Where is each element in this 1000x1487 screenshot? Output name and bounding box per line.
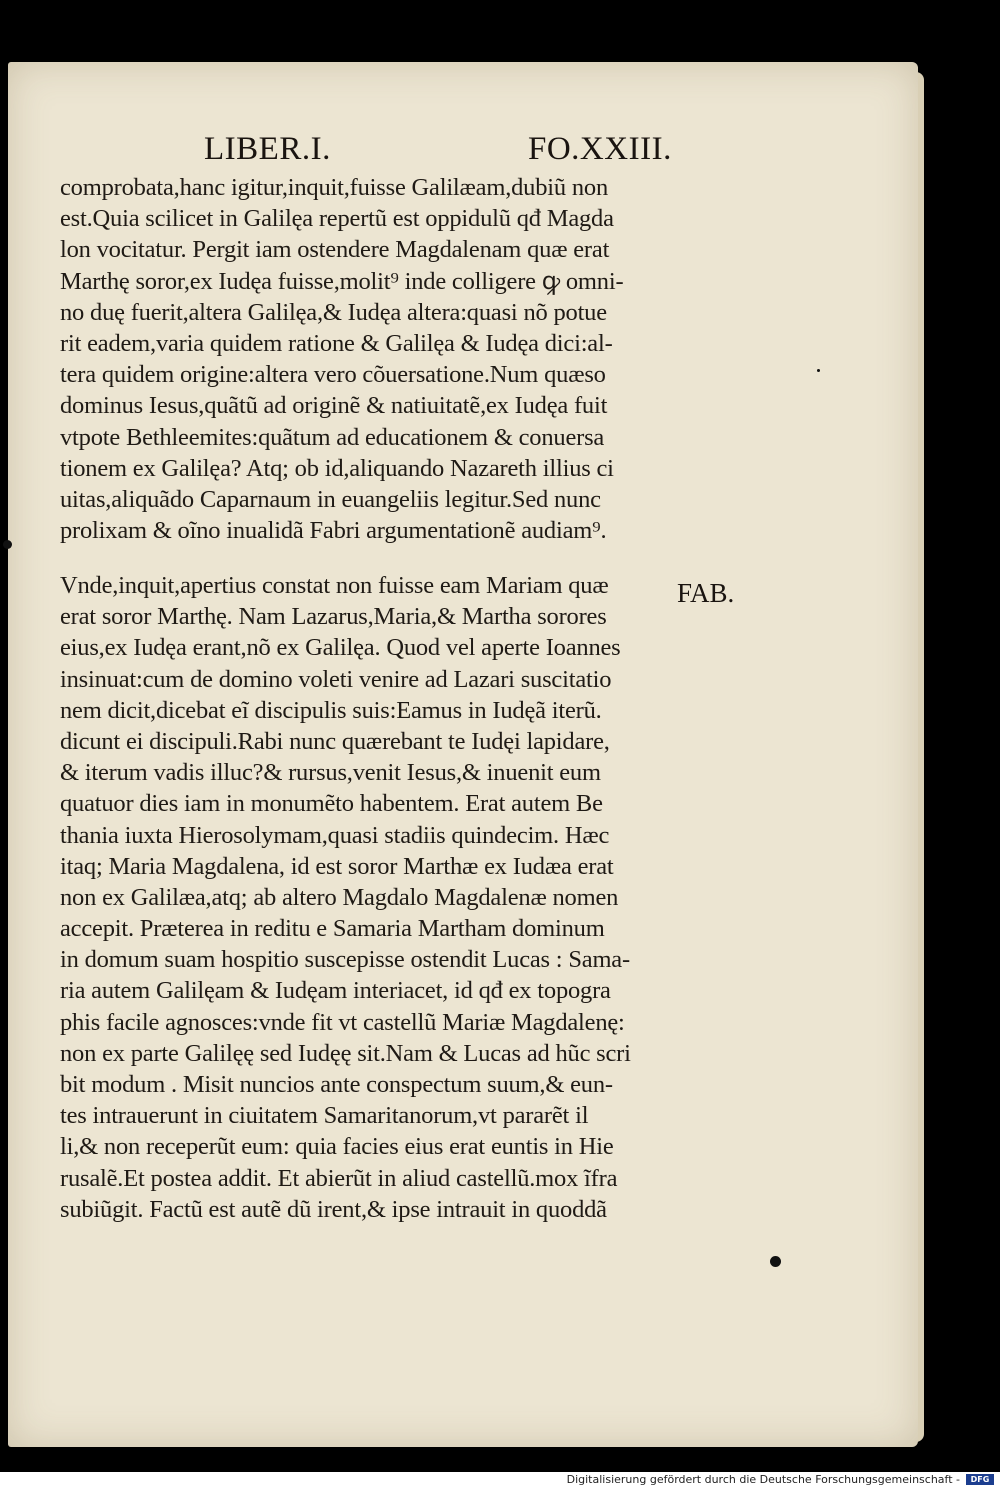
ink-spot (817, 369, 820, 372)
running-head-right: FO.XXIII. (528, 131, 672, 167)
text-line: insinuat:cum de domino voleti venire ad Lazari suscitatio (60, 665, 612, 693)
text-line: rit eadem,varia quidem ratione & Galilęa & Iudęa dici:al- (60, 329, 613, 357)
text-line: dicunt ei discipuli.Rabi nunc quærebant te Iudęi lapidare, (60, 727, 610, 755)
text-line: bit modum . Misit nuncios ante conspectum suum,& eun- (60, 1071, 613, 1098)
text-line: ria autem Galilęam & Iudęam interiacet, id qđ ex topogra (60, 977, 611, 1005)
ink-spot (770, 1256, 781, 1267)
text-line: uitas,aliquãdo Caparnaum in euangeliis legitur.Sed nunc (60, 485, 601, 513)
text-line: Vnde,inquit,apertius constat non fuisse eam Mariam quæ (60, 572, 609, 599)
text-line: in domum suam hospitio suscepisse ostendit Lucas : Sama- (60, 946, 630, 974)
text-line: no duę fuerit,altera Galilęa,& Iudęa altera:quasi nõ potue (60, 298, 607, 326)
paragraph-2 (60, 570, 672, 1225)
text-line: nem dicit,dicebat eĩ discipulis suis:Eamus in Iudęã iterũ. (60, 696, 602, 724)
text-line: prolixam & oĩno inualidã Fabri argumentationẽ audiam⁹. (60, 517, 607, 545)
text-line: itaq; Maria Magdalena, id est soror Marthæ ex Iudæa erat (60, 852, 614, 880)
text-line: tionem ex Galilęa? Atq; ob id,aliquando Nazareth illius ci (60, 454, 614, 482)
text-line: vtpote Bethleemites:quãtum ad educationem & conuersa (60, 423, 605, 451)
text-line: thania iuxta Hierosolymam,quasi stadiis quindecim. Hæc (60, 821, 610, 849)
text-line: tes intrauerunt in ciuitatem Samaritanorum,vt pararẽt il (60, 1102, 589, 1130)
text-line: phis facile agnosces:vnde fit vt castellũ Mariæ Magdalenę: (60, 1008, 625, 1036)
text-line: Marthę soror,ex Iudęa fuisse,molit⁹ inde colligere ꝙ omni- (60, 267, 624, 295)
text-line: & iterum vadis illuc?& rursus,venit Iesus,& inuenit eum (60, 759, 601, 787)
text-line: accepit. Præterea in reditu e Samaria Martham dominum (60, 915, 605, 943)
paragraph-1 (60, 172, 672, 546)
footer-credit: Digitalisierung gefördert durch die Deutsche Forschungsgemeinschaft - (566, 1473, 960, 1486)
running-head-left: LIBER.I. (204, 131, 331, 167)
text-line: comprobata,hanc igitur,inquit,fuisse Galilæam,dubiũ non (60, 174, 609, 201)
text-line: li,& non receperũt eum: quia facies eius erat euntis in Hie (60, 1133, 614, 1161)
text-line: erat soror Marthę. Nam Lazarus,Maria,& Martha sorores (60, 603, 607, 631)
text-line: subiũgit. Factũ est autẽ dũ irent,& ipse intrauit in quoddã (60, 1195, 607, 1223)
text-line: eius,ex Iudęa erant,nõ ex Galilęa. Quod vel aperte Ioannes (60, 634, 621, 662)
marginal-note: FAB. (677, 578, 735, 608)
text-line: rusalẽ.Et postea addit. Et abierũt in aliud castellũ.mox ĩfra (60, 1164, 618, 1192)
digitization-footer (0, 1472, 1000, 1487)
ink-spot (3, 540, 12, 549)
text-line: est.Quia scilicet in Galilęa repertũ est oppidulũ qđ Magda (60, 205, 614, 233)
dfg-logo: DFG (966, 1474, 994, 1485)
text-line: tera quidem origine:altera vero cõuersatione.Num quæso (60, 361, 606, 389)
text-line: lon vocitatur. Pergit iam ostendere Magdalenam quæ erat (60, 236, 610, 264)
text-line: non ex Galilæa,atq; ab altero Magdalo Magdalenæ nomen (60, 883, 619, 911)
text-line: quatuor dies iam in monumẽto habentem. Erat autem Be (60, 790, 603, 818)
text-line: dominus Iesus,quãtũ ad originẽ & natiuitatẽ,ex Iudęa fuit (60, 392, 608, 420)
text-line: non ex parte Galilęę sed Iudęę sit.Nam & Lucas ad hũc scri (60, 1039, 631, 1067)
